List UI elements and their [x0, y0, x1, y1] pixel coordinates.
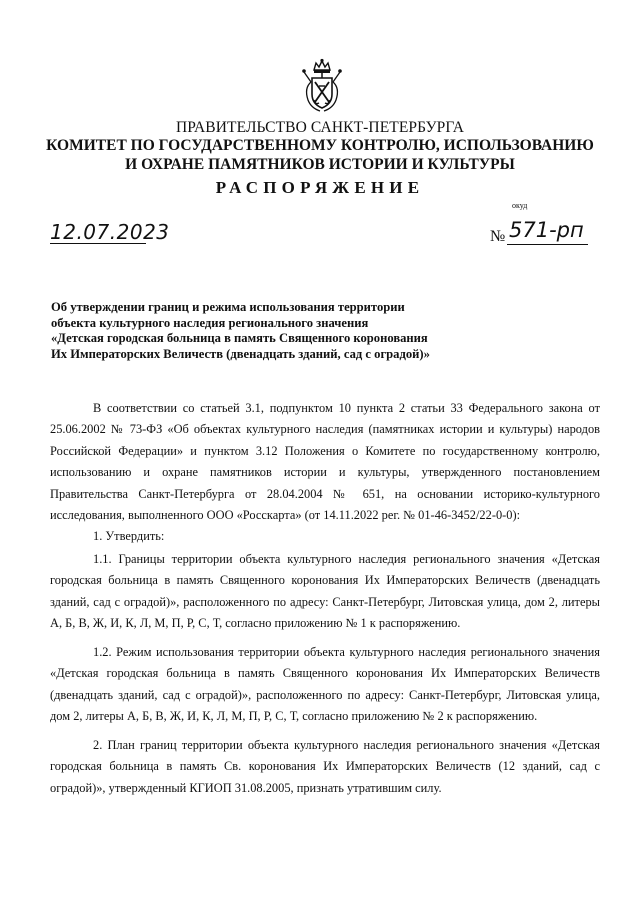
title-line-1: Об утверждении границ и режима использования территории	[51, 300, 405, 314]
item-1-paragraph	[50, 526, 600, 547]
date-underline	[50, 243, 146, 244]
committee-name-line-2: И ОХРАНЕ ПАМЯТНИКОВ ИСТОРИИ И КУЛЬТУРЫ	[125, 156, 515, 173]
item-2-text: 2. План границ территории объекта культурного наследия регионального значения «Детская городская больница в память Св. коронования Их Императорских Величеств (12 зданий, сад с оградой)», утвержденный КГИОП 31.08.2005, признать утратившим силу.	[50, 738, 600, 795]
item-1-text: 1. Утвердить:	[93, 529, 165, 543]
government-name: ПРАВИТЕЛЬСТВО САНКТ-ПЕТЕРБУРГА	[175, 119, 465, 136]
title-line-3: «Детская городская больница в память Священного коронования	[51, 331, 428, 346]
item-1-1-text: 1.1. Границы территории объекта культурного наследия регионального значения «Детская городская больница в память Священного коронования Их Императорских Величеств (двенадцать зданий, сад с оградой)», расположенного по адресу: Санкт-Петербург, Литовская улица, дом 2, литеры А, Б, В, Ж, И, К, Л, М, П, Р, С, Т, согласно приложению № 1 к распоряжению.	[50, 552, 600, 631]
title-line-4: Их Императорских Величеств (двенадцать зданий, сад с оградой)»	[51, 347, 430, 362]
committee-name-line-1: КОМИТЕТ ПО ГОСУДАРСТВЕННОМУ КОНТРОЛЮ, ИСПОЛЬЗОВАНИЮ	[46, 137, 594, 154]
number-underline	[507, 244, 588, 245]
item-1-1-paragraph	[50, 549, 600, 635]
title-line-2: объекта культурного наследия регионального значения	[51, 315, 369, 330]
document-date: 12.07.2023	[50, 220, 170, 244]
okud-label: окуд	[512, 201, 528, 210]
item-2-paragraph	[50, 735, 600, 799]
item-1-2-text: 1.2. Режим использования территории объекта культурного наследия регионального значения «Детская городская больница в память Священного коронования Их Императорских Величеств (двенадцать зданий, сад с оградой)», расположенного по адресу: Санкт-Петербург, Литовская улица, дом 2, литеры А, Б, В, Ж, И, К, Л, М, П, Р, С, Т, согласно приложению № 2 к распоряжению.	[50, 645, 600, 724]
document-title	[51, 300, 430, 363]
number-sign: №	[490, 228, 506, 245]
preamble-text: В соответствии со статьей 3.1, подпунктом 10 пункта 2 статьи 33 Федерального закона от 25.06.2002 № 73-ФЗ «Об объектах культурного наследия (памятниках истории и культуры) народов Российской Федерации» и пунктом 3.12 Положения о Комитете по государственному контролю, использованию и охране памятников истории и культуры, утвержденного постановлением Правительства Санкт-Петербурга от 28.04.2004 № 651, на основании историко-культурного исследования, выполненного ООО «Росскарта» (от 14.11.2022 рег. № 01-46-3452/22-0-0):	[50, 401, 600, 523]
preamble-paragraph	[50, 398, 600, 526]
item-1-2-paragraph	[50, 642, 600, 728]
document-number: 571-рп	[509, 218, 584, 242]
coat-of-arms-emblem	[300, 58, 344, 114]
document-type-heading: РАСПОРЯЖЕНИЕ	[215, 178, 425, 197]
